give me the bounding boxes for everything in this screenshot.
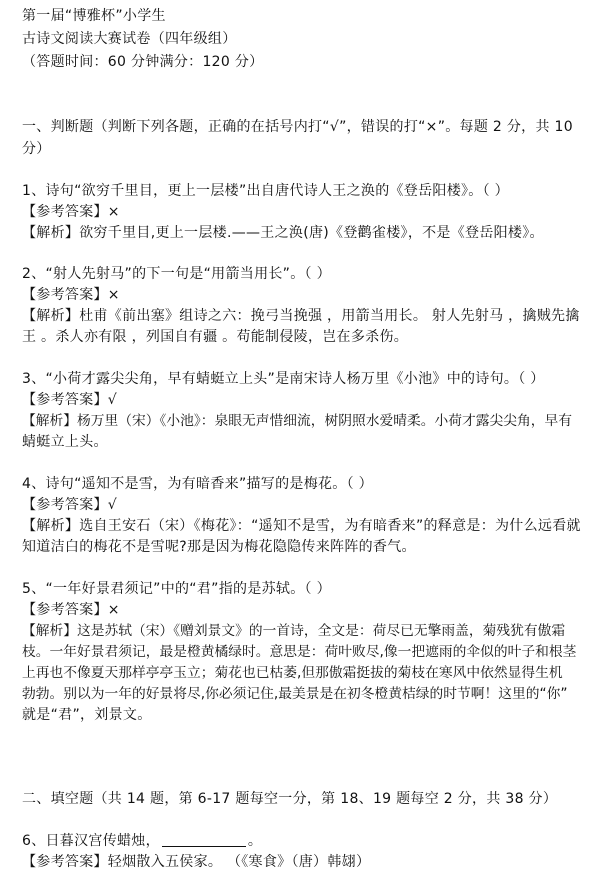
question-6-prefix: 6、日暮汉宫传蜡烛， — [22, 833, 160, 849]
analysis-5-line-2: 枝。一年好景君须记，最是橙黄橘绿时。意思是：荷叶败尽,像一把遮雨的伞似的叶子和根茎 — [22, 644, 577, 660]
analysis-4-line-1: 【解析】选自王安石（宋）《梅花》：“遥知不是雪，为有暗香来”的释意是：为什么远看就 — [22, 518, 581, 534]
answer-2: 【参考答案】× — [22, 287, 120, 303]
analysis-1-line-1: 【解析】欲穷千里目,更上一层楼.——王之涣(唐)《登鹳雀楼》，不是《登岳阳楼》。 — [22, 225, 544, 241]
header-line-3: （答题时间：60 分钟满分：120 分） — [22, 54, 264, 70]
analysis-3-line-2: 蜻蜓立上头。 — [22, 434, 108, 450]
answer-6: 【参考答案】轻烟散入五侯家。 （《寒食》（唐）韩翃） — [22, 854, 371, 870]
analysis-5-line-1: 【解析】这是苏轼（宋）《赠刘景文》的一首诗，全文是：荷尽已无擎雨盖，菊残犹有傲霜 — [22, 623, 566, 639]
section2-title: 二、填空题（共 14 题，第 6-17 题每空一分，第 18、19 题每空 2 分，共 38 分） — [22, 791, 558, 807]
question-5: 5、“一年好景君须记”中的“君”指的是苏轼。（ ） — [22, 581, 331, 597]
answer-1: 【参考答案】× — [22, 204, 120, 220]
analysis-4-line-2: 知道洁白的梅花不是雪呢?那是因为梅花隐隐传来阵阵的香气。 — [22, 539, 416, 555]
answer-5: 【参考答案】× — [22, 602, 120, 618]
header-line-1: 第一届“博雅杯”小学生 — [22, 8, 166, 24]
answer-blank[interactable] — [162, 832, 246, 847]
question-1: 1、诗句“欲穷千里目，更上一层楼”出自唐代诗人王之涣的《登岳阳楼》。（ ） — [22, 183, 509, 199]
question-4: 4、诗句“遥知不是雪，为有暗香来”描写的是梅花。（ ） — [22, 476, 373, 492]
question-6 — [22, 831, 262, 851]
analysis-2-line-1: 【解析】杜甫《前出塞》组诗之六：挽弓当挽强 ，用箭当用长。 射人先射马 ，擒贼先擒 — [22, 308, 580, 324]
analysis-3-line-1: 【解析】杨万里（宋）《小池》：泉眼无声惜细流，树阴照水爱晴柔。小荷才露尖尖角，早有 — [22, 413, 573, 429]
section1-title: 一、判断题（判断下列各题，正确的在括号内打“√”，错误的打“×”。每题 2 分，共 10 — [22, 119, 573, 135]
header-line-2: 古诗文阅读大赛试卷（四年级组） — [22, 31, 237, 47]
analysis-5-line-5: 就是“君”，刘景文。 — [22, 707, 152, 723]
analysis-2-line-2: 王 。杀人亦有限 ，列国自有疆 。苟能制侵陵，岂在多杀伤。 — [22, 329, 409, 345]
section1-title-cont: 分） — [22, 141, 51, 157]
analysis-5-line-4: 勃勃。别以为一年的好景将尽,你必须记住,最美景是在初冬橙黄桔绿的时节啊！这里的“你” — [22, 686, 568, 702]
answer-4: 【参考答案】√ — [22, 497, 118, 513]
question-2: 2、“射人先射马”的下一句是“用箭当用长”。（ ） — [22, 266, 331, 282]
question-6-suffix: 。 — [247, 833, 263, 849]
question-3: 3、“小荷才露尖尖角，早有蜻蜓立上头”是南宋诗人杨万里《小池》中的诗句。（ ） — [22, 371, 545, 387]
answer-3: 【参考答案】√ — [22, 392, 118, 408]
analysis-5-line-3: 上再也不像夏天那样亭亭玉立；菊花也已枯萎,但那傲霜挺拔的菊枝在寒风中依然显得生机 — [22, 665, 563, 681]
